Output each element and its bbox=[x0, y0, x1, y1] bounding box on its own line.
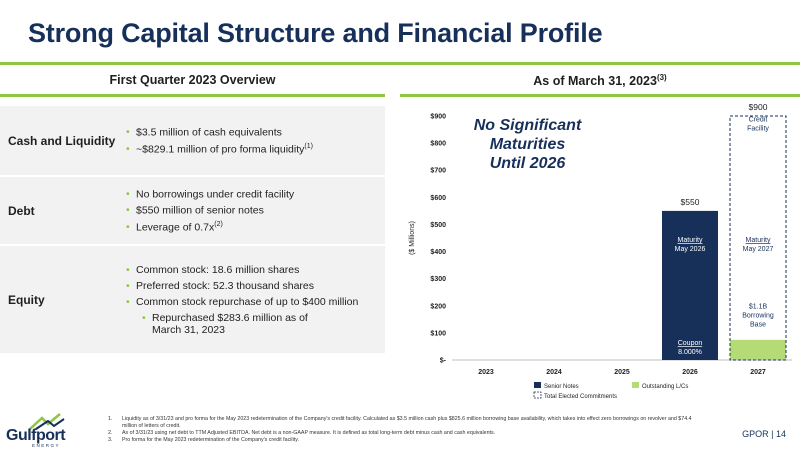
y-tick-label: $500 bbox=[430, 221, 446, 229]
legend-label: Total Elected Commitments bbox=[544, 394, 618, 400]
y-tick-label: $- bbox=[439, 357, 446, 365]
footnote: 2. As of 3/31/23 using net debt to TTM Adjusted EBITDA. Net debt is a non-GAAP measure. It is defined as total long-term debt minus cash and cash equivalents. bbox=[108, 430, 496, 436]
bar-annotation: May 2026 bbox=[674, 246, 706, 254]
bar-annotation: Coupon bbox=[677, 340, 703, 348]
legend-label: Outstanding L/Cs bbox=[642, 384, 689, 390]
list-item: • ~$829.1 million of pro forma liquidity$^{(1)}$ bbox=[126, 143, 385, 156]
table-row-cash bbox=[0, 106, 385, 177]
bar-annotation: $1.1B bbox=[748, 303, 768, 311]
bar-annotation: Maturity bbox=[745, 237, 771, 245]
bar-annotation: May 2027 bbox=[742, 246, 774, 254]
bar-senior-notes bbox=[662, 211, 718, 360]
data-label: $550 bbox=[680, 196, 700, 207]
row-label: Cash and Liquidity bbox=[8, 133, 116, 148]
bar-annotation: Facility bbox=[747, 125, 769, 133]
y-tick-label: $600 bbox=[430, 194, 446, 202]
x-tick-label: 2025 bbox=[614, 369, 630, 376]
maturity-chart bbox=[400, 100, 800, 400]
y-tick-label: $700 bbox=[430, 167, 446, 175]
x-tick-label: 2023 bbox=[478, 369, 494, 376]
row-label: Equity bbox=[8, 292, 45, 307]
table-row-debt bbox=[0, 177, 385, 246]
list-item: • $3.5 million of cash equivalents bbox=[126, 126, 385, 139]
bar-outstanding-l-cs bbox=[730, 340, 786, 360]
legend-swatch bbox=[534, 392, 541, 398]
y-axis-label: ($ Millions) bbox=[409, 221, 416, 255]
bar-annotation: Maturity bbox=[677, 237, 703, 245]
table-row-equity bbox=[0, 246, 385, 355]
maturity-callout: No Significant Maturities Until 2026 bbox=[473, 117, 582, 172]
title-divider bbox=[0, 62, 800, 65]
legend-label: Senior Notes bbox=[544, 384, 579, 390]
y-tick-label: $300 bbox=[430, 276, 446, 284]
y-tick-label: $900 bbox=[430, 113, 446, 121]
row-label: Debt bbox=[8, 203, 35, 218]
page-number: GPOR | 14 bbox=[742, 429, 786, 439]
logo-subtext: ENERGY bbox=[32, 443, 61, 448]
bar-annotation: Base bbox=[750, 321, 766, 329]
list-item: • Leverage of $0.7x^{(2)}$ bbox=[126, 221, 385, 234]
bar-annotation: Credit bbox=[748, 116, 768, 124]
overview-heading: First Quarter 2023 Overview bbox=[109, 73, 276, 87]
legend-swatch bbox=[534, 382, 541, 388]
bar-annotation: 8.000% bbox=[678, 349, 702, 357]
legend-swatch bbox=[632, 382, 639, 388]
x-tick-label: 2024 bbox=[546, 369, 562, 376]
list-item: • $550 million of senior notes bbox=[126, 204, 385, 217]
chart-divider bbox=[400, 94, 800, 97]
footnotes bbox=[108, 416, 708, 444]
chart-heading: As of March 31, 2023$^{(3)}$ bbox=[533, 73, 667, 89]
y-tick-label: $400 bbox=[430, 249, 446, 257]
overview-divider bbox=[0, 94, 385, 97]
overview-table bbox=[0, 106, 385, 355]
list-item: • Common stock: 18.6 million shares bbox=[126, 264, 385, 276]
x-tick-label: 2027 bbox=[750, 369, 766, 376]
data-label: $900 bbox=[748, 102, 768, 112]
y-tick-label: $800 bbox=[430, 140, 446, 148]
y-tick-label: $100 bbox=[430, 330, 446, 338]
list-item: • Common stock repurchase of up to $400 million bbox=[126, 296, 385, 308]
logo-text: Gulfport bbox=[6, 427, 66, 444]
page-title: Strong Capital Structure and Financial Profile bbox=[28, 18, 603, 48]
list-item: • Preferred stock: 52.3 thousand shares bbox=[126, 280, 385, 292]
y-tick-label: $200 bbox=[430, 303, 446, 311]
bar-annotation: Borrowing bbox=[742, 312, 774, 320]
sub-list-item: • Repurchased $283.6 million as of March 31, 2023 bbox=[142, 312, 385, 336]
footnote: 3. Pro forma for the May 2023 redetermination of the Company's credit facility. bbox=[108, 437, 299, 443]
list-item: • No borrowings under credit facility bbox=[126, 188, 385, 201]
footnote: 1. Liquidity as of 3/31/23 and pro forma for the May 2023 redetermination of the Company's credit facility. Calculated as $3.5 million cash plus $825.6 million borrowing base availability, which takes into effect zero borrowings on revolver and $74.4 million of letters of credit. bbox=[108, 416, 692, 429]
company-logo bbox=[6, 412, 84, 448]
x-tick-label: 2026 bbox=[682, 369, 698, 376]
